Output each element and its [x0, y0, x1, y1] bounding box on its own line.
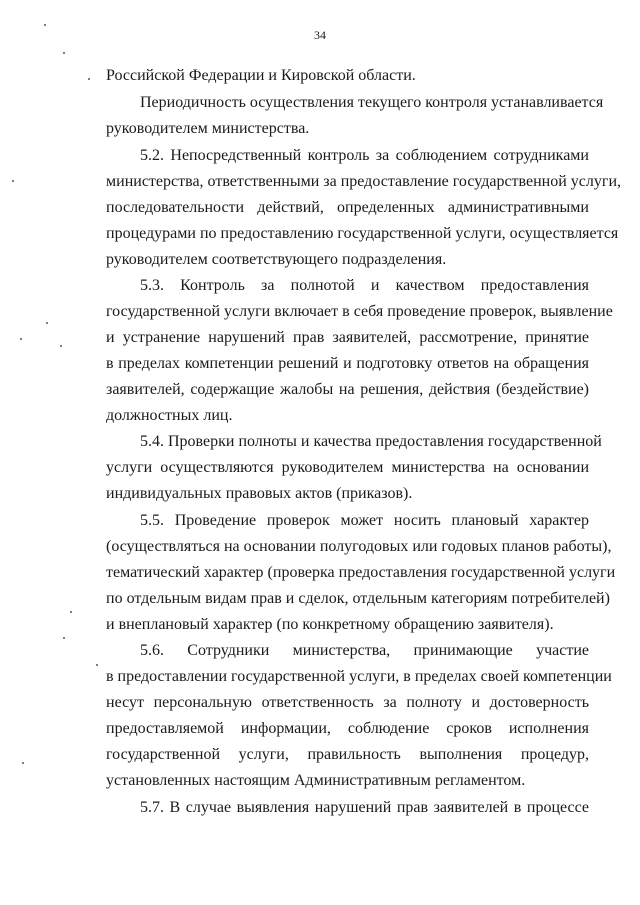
scan-speck — [60, 345, 62, 347]
scan-speck — [70, 611, 72, 613]
scan-speck — [88, 78, 90, 80]
text-line: 5.5. Проведение проверок может носить плановый характер — [140, 512, 589, 529]
text-line: в предоставлении государственной услуги, в пределах своей компетенции — [106, 668, 612, 685]
text-line: руководителем соответствующего подразделения. — [106, 251, 447, 268]
text-line: Российской Федерации и Кировской области. — [106, 67, 416, 84]
text-line: услуги осуществляются руководителем министерства на основании — [106, 459, 589, 476]
text-line: 5.6. Сотрудники министерства, принимающие участие — [140, 642, 589, 659]
text-line: 5.4. Проверки полноты и качества предоставления государственной — [140, 433, 602, 450]
text-line: Периодичность осуществления текущего контроля устанавливается — [140, 94, 604, 111]
scan-speck — [22, 762, 24, 764]
text-line: руководителем министерства. — [106, 120, 310, 137]
text-line: по отдельным видам прав и сделок, отдельным категориям потребителей) — [106, 590, 610, 607]
text-line: последовательности действий, определенных административными — [106, 199, 589, 216]
text-line: государственной услуги, правильность выполнения процедур, — [106, 746, 589, 763]
text-line: 5.2. Непосредственный контроль за соблюдением сотрудниками — [140, 147, 589, 164]
text-line: предоставляемой информации, соблюдение сроков исполнения — [106, 720, 589, 737]
text-line: и устранение нарушений прав заявителей, рассмотрение, принятие — [106, 329, 589, 346]
scan-speck — [63, 52, 65, 54]
text-line: установленных настоящим Административным регламентом. — [106, 772, 526, 789]
text-line: и внеплановый характер (по конкретному обращению заявителя). — [106, 616, 554, 633]
page-number: 34 — [314, 28, 326, 42]
scan-speck — [20, 338, 22, 340]
scan-speck — [63, 637, 65, 639]
text-line: индивидуальных правовых актов (приказов). — [106, 485, 413, 502]
text-line: должностных лиц. — [106, 407, 233, 424]
text-line: (осуществляться на основании полугодовых или годовых планов работы), — [106, 538, 612, 555]
text-line: в пределах компетенции решений и подготовку ответов на обращения — [106, 355, 589, 372]
text-line: несут персональную ответственность за полноту и достоверность — [106, 694, 589, 711]
text-line: заявителей, содержащие жалобы на решения, действия (бездействие) — [106, 381, 589, 398]
text-line: процедурами по предоставлению государственной услуги, осуществляется — [106, 225, 619, 242]
text-line: 5.3. Контроль за полнотой и качеством предоставления — [140, 277, 589, 294]
scan-speck — [12, 180, 14, 182]
text-line: тематический характер (проверка предоставления государственной услуги — [106, 564, 616, 581]
scan-speck — [96, 664, 98, 666]
scan-speck — [44, 24, 46, 26]
text-line: министерства, ответственными за предоставление государственной услуги, — [106, 173, 621, 190]
text-line: 5.7. В случае выявления нарушений прав заявителей в процессе — [140, 799, 589, 816]
text-line: государственной услуги включает в себя проведение проверок, выявление — [106, 303, 613, 320]
scan-speck — [46, 322, 48, 324]
